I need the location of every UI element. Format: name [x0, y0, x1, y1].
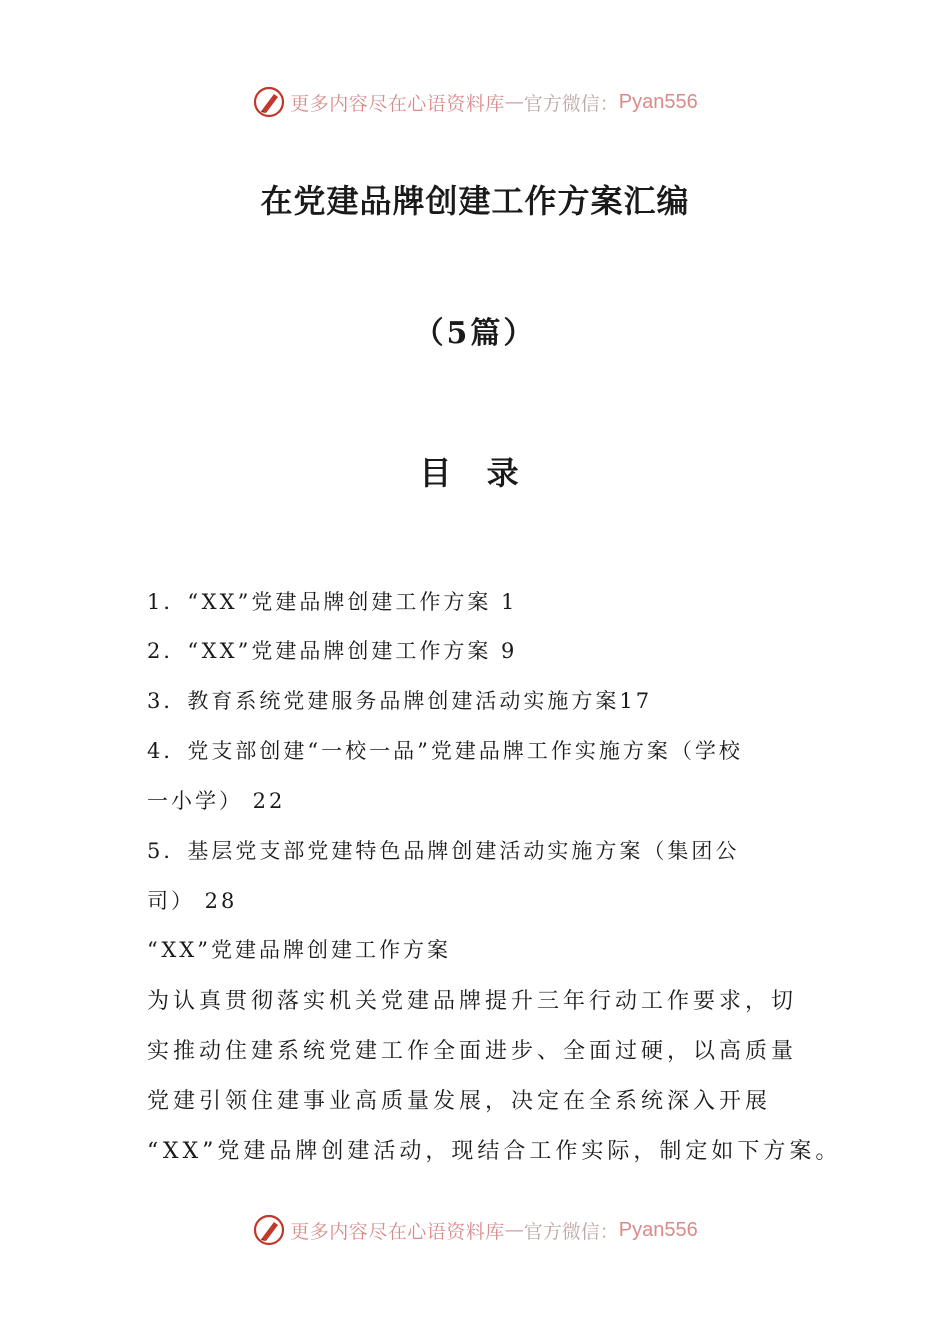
toc-item-4-continued[interactable]: 一小学） 22 [147, 789, 286, 813]
toc-heading: 目 录 [419, 454, 531, 492]
toc-item-5-continued[interactable]: 司） 28 [147, 889, 238, 913]
watermark-text: 更多内容尽在心语资料库 [290, 92, 505, 115]
toc-item-4[interactable]: 4．党支部创建“一校一品”党建品牌工作实施方案（学校 [147, 739, 743, 763]
document-title: 在党建品牌创建工作方案汇编 [260, 182, 690, 220]
document-subtitle: （5篇） [413, 316, 537, 351]
watermark-id: Pyan556 [618, 1218, 698, 1241]
watermark-separator: — [504, 1219, 524, 1241]
toc-item-5[interactable]: 5．基层党支部党建特色品牌创建活动实施方案（集团公 [147, 839, 740, 863]
pen-logo-icon [252, 85, 286, 119]
section-heading: “XX”党建品牌创建工作方案 [147, 938, 451, 962]
watermark-text: 更多内容尽在心语资料库 [290, 1220, 505, 1243]
paragraph-line-3: 党建引领住建事业高质量发展，决定在全系统深入开展 [147, 1089, 772, 1114]
paragraph-line-2: 实推动住建系统党建工作全面进步、全面过硬，以高质量 [147, 1039, 798, 1064]
watermark-id: Pyan556 [618, 90, 698, 113]
toc-item-1[interactable]: 1．“XX”党建品牌创建工作方案 1 [147, 590, 518, 614]
paragraph-line-1: 为认真贯彻落实机关党建品牌提升三年行动工作要求，切 [147, 989, 798, 1014]
toc-item-2[interactable]: 2．“XX”党建品牌创建工作方案 9 [147, 639, 518, 663]
toc-item-3[interactable]: 3．教育系统党建服务品牌创建活动实施方案17 [147, 689, 653, 713]
paragraph-line-4: “XX”党建品牌创建活动，现结合工作实际，制定如下方案。 [147, 1139, 842, 1164]
pen-logo-icon [252, 1213, 286, 1247]
footer-watermark [0, 1210, 950, 1250]
watermark-label: 官方微信： [523, 92, 619, 115]
watermark-separator: — [504, 91, 524, 113]
watermark-label: 官方微信： [523, 1220, 619, 1243]
header-watermark [0, 82, 950, 122]
